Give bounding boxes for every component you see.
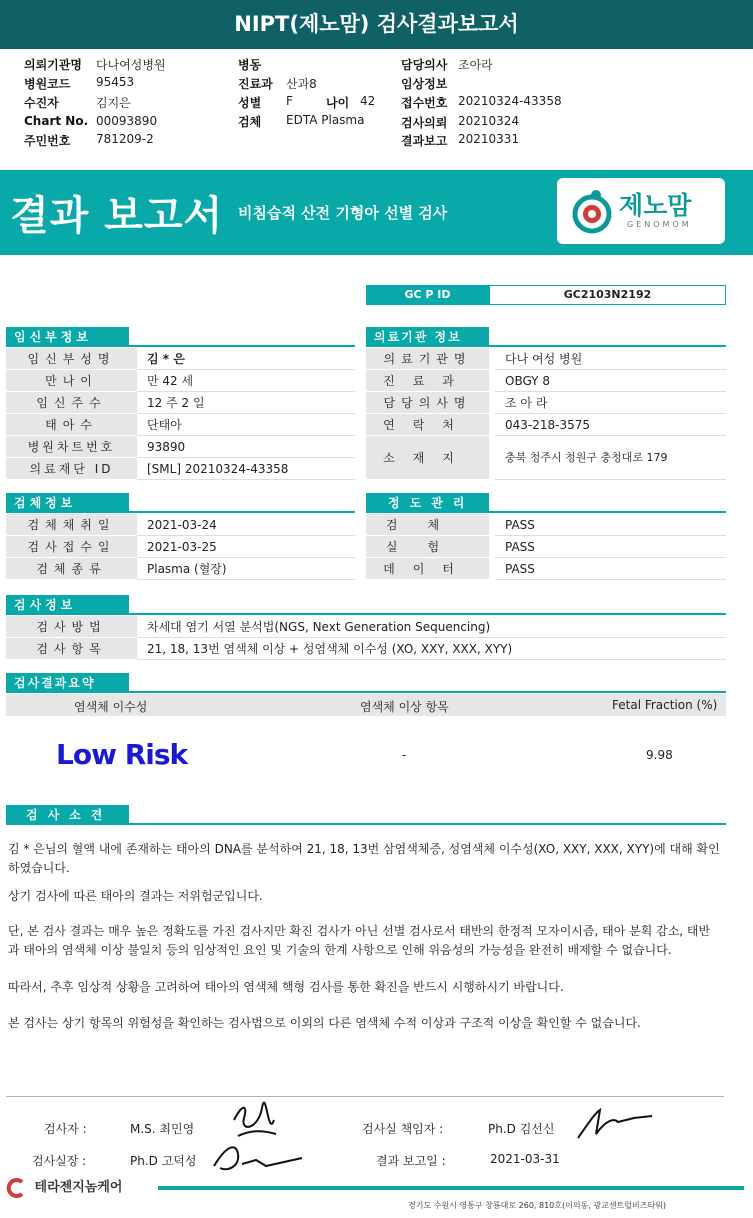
meta-value: 42	[360, 94, 376, 108]
banner-subtitle: 비침습적 산전 기형아 선별 검사	[238, 204, 448, 222]
row-value: OBGY 8	[495, 370, 726, 392]
finding-paragraph: 김 * 은님의 혈액 내에 존재하는 태아의 DNA를 분석하여 21, 18, 13번 삼염색체증, 성염색체 이수성(XO, XXY, XXX, XYY)에 대해 확인하였습니다.	[8, 842, 720, 875]
genomom-mark-icon	[571, 188, 613, 234]
row-value: Plasma (혈장)	[137, 558, 355, 580]
table-row	[366, 436, 726, 480]
row-label: 소재지	[366, 436, 489, 480]
row-value: 단태아	[137, 414, 355, 436]
director-label: 검사실장 :	[32, 1154, 87, 1168]
company-logo	[2, 1176, 122, 1198]
meta-key: Chart No.	[24, 114, 89, 128]
table-row	[6, 458, 355, 480]
col-aneuploidy: 염색체 이수성	[74, 700, 148, 714]
row-label: 검사방법	[6, 616, 137, 638]
table-row	[366, 370, 726, 392]
report-date-label: 결과 보고일 :	[376, 1154, 446, 1168]
row-value: 21, 18, 13번 염색체 이상 + 성염색체 이수성 (XO, XXY, XXX, XYY)	[137, 638, 726, 660]
patient-meta	[0, 56, 753, 152]
meta-value: 781209-2	[96, 132, 154, 146]
row-label: 임신주수	[6, 392, 137, 414]
meta-value: 20210324	[458, 114, 520, 128]
meta-key: 검체	[238, 115, 262, 129]
table-row	[366, 392, 726, 414]
row-value: PASS	[495, 536, 726, 558]
row-value: 충북 청주시 청원구 충청대로 179	[495, 436, 726, 480]
table-row	[6, 638, 726, 660]
meta-key: 수진자	[24, 96, 59, 110]
report-title: NIPT(제노맘) 검사결과보고서	[0, 0, 753, 49]
meta-key: 접수번호	[401, 96, 448, 110]
report-date: 2021-03-31	[490, 1152, 560, 1166]
section-divider	[129, 613, 726, 615]
table-row	[6, 392, 355, 414]
section-divider	[129, 511, 355, 513]
row-label: 의료재단 ID	[6, 458, 137, 480]
row-label: 진료과	[366, 370, 489, 392]
meta-value: 다나여성병원	[96, 58, 166, 72]
section-test-info: 검사정보	[6, 595, 129, 615]
row-value: 김 * 은	[137, 348, 355, 370]
banner-title: 결과 보고서	[10, 193, 224, 239]
row-label: 검체	[366, 514, 489, 536]
director-signature	[206, 1136, 306, 1180]
row-value: 조 아 라	[495, 392, 726, 414]
row-label: 검체채취일	[6, 514, 137, 536]
finding-paragraph: 본 검사는 상기 항목의 위험성을 확인하는 검사법으로 이외의 다른 염색체 수적 이상과 구조적 이상을 확인할 수 없습니다.	[8, 1016, 641, 1030]
section-divider	[489, 511, 726, 513]
meta-key: 주민번호	[24, 134, 71, 148]
result-fetal-fraction: 9.98	[646, 748, 673, 762]
row-label: 임신부성명	[6, 348, 137, 370]
table-row	[366, 536, 726, 558]
meta-value: 김지은	[96, 96, 131, 110]
summary-header	[6, 694, 726, 716]
meta-value: 산과8	[286, 77, 317, 91]
gcp-id-label: GC P ID	[366, 285, 489, 305]
table-row	[6, 616, 726, 638]
row-label: 검사항목	[6, 638, 137, 660]
finding-paragraph: 단, 본 검사 결과는 매우 높은 정확도를 가진 검사지만 확진 검사가 아닌 선별 검사로서 태반의 한정적 모자이시즘, 태아 분획 감소, 태반과 태아의 염색체 이상 불일치 등의 임상적인 요인 및 기술의 한계 사항으로 인해 위음성의 가능성을 완전히 배제할 수 없습니다.	[8, 924, 711, 957]
section-divider	[129, 823, 726, 825]
row-label: 의료기관명	[366, 348, 489, 370]
meta-key: 검사의뢰	[401, 116, 448, 130]
result-abnormal: -	[402, 748, 407, 762]
report-banner	[0, 170, 753, 255]
lab-head-signature	[574, 1104, 654, 1144]
company-address: 경기도 수원시 영통구 창룡대로 260, 810호(이의동, 광교센트럴비즈타워)	[408, 1201, 667, 1210]
meta-value: 00093890	[96, 114, 158, 128]
row-label: 태아수	[6, 414, 137, 436]
row-label: 실험	[366, 536, 489, 558]
row-label: 검체종류	[6, 558, 137, 580]
result-risk: Low Risk	[56, 738, 188, 771]
meta-key: 진료과	[238, 77, 273, 91]
table-row	[6, 348, 355, 370]
row-value: 12 주 2 일	[137, 392, 355, 414]
finding-paragraph: 상기 검사에 따른 태아의 결과는 저위험군입니다.	[8, 889, 263, 903]
row-value: 다나 여성 병원	[495, 348, 726, 370]
row-value: 043-218-3575	[495, 414, 726, 436]
section-findings: 검사소견	[6, 805, 129, 825]
director-name: Ph.D 고덕성	[130, 1154, 197, 1168]
meta-value: 95453	[96, 75, 135, 89]
section-institution-info: 의료기관 정보	[366, 327, 489, 347]
section-specimen-info: 검체정보	[6, 493, 129, 513]
meta-key: 의뢰기관명	[24, 58, 82, 72]
section-divider	[489, 345, 726, 347]
meta-key: 나이	[326, 96, 350, 110]
table-row	[6, 514, 355, 536]
row-value: 만 42 세	[137, 370, 355, 392]
genomom-logo	[557, 178, 725, 244]
lab-head-name: Ph.D 김선신	[488, 1122, 555, 1136]
meta-value: F	[286, 94, 293, 108]
table-row	[6, 558, 355, 580]
row-label: 데이터	[366, 558, 489, 580]
row-label: 만나이	[6, 370, 137, 392]
meta-key: 임상정보	[401, 77, 448, 91]
meta-key: 결과보고	[401, 134, 448, 148]
section-pregnancy-info: 임신부정보	[6, 327, 129, 347]
table-row	[6, 536, 355, 558]
section-quality-control: 정도관리	[366, 493, 489, 513]
meta-key: 성별	[238, 96, 262, 110]
table-row	[366, 348, 726, 370]
row-label: 병원차트번호	[6, 436, 137, 458]
tester-label: 검사자 :	[44, 1122, 87, 1136]
logo-name: 제노맘	[619, 191, 692, 220]
table-row	[6, 436, 355, 458]
tester-name: M.S. 최민영	[130, 1122, 195, 1136]
finding-paragraph: 따라서, 추후 임상적 상황을 고려하여 태아의 염색체 핵형 검사를 통한 확진을 반드시 시행하시기 바랍니다.	[8, 980, 564, 994]
row-label: 연락처	[366, 414, 489, 436]
row-value: 93890	[137, 436, 355, 458]
col-fetal-fraction: Fetal Fraction (%)	[612, 698, 718, 712]
row-label: 검사접수일	[6, 536, 137, 558]
row-value: PASS	[495, 558, 726, 580]
table-row	[6, 414, 355, 436]
row-value: PASS	[495, 514, 726, 536]
signature-divider	[6, 1096, 724, 1097]
row-value: 2021-03-25	[137, 536, 355, 558]
section-divider	[129, 345, 355, 347]
meta-key: 담당의사	[401, 58, 448, 72]
meta-value: 20210324-43358	[458, 94, 562, 108]
row-value: 2021-03-24	[137, 514, 355, 536]
meta-value: 조아라	[458, 58, 493, 72]
meta-value: 20210331	[458, 132, 520, 146]
meta-value: EDTA Plasma	[286, 113, 365, 127]
lab-head-label: 검사실 책임자 :	[362, 1122, 444, 1136]
company-logo-icon	[2, 1178, 30, 1198]
section-result-summary: 검사결과요약	[6, 673, 129, 693]
row-value: 차세대 염기 서열 분석법(NGS, Next Generation Sequencing)	[137, 616, 726, 638]
row-label: 담당의사명	[366, 392, 489, 414]
col-abnormal: 염색체 이상 항목	[360, 700, 449, 714]
table-row	[366, 514, 726, 536]
meta-key: 병동	[238, 58, 262, 72]
table-row	[366, 414, 726, 436]
footer-bar	[158, 1186, 744, 1190]
section-divider	[129, 691, 726, 693]
company-name: 테라젠지놈케어	[34, 1180, 123, 1195]
table-row	[366, 558, 726, 580]
table-row	[6, 370, 355, 392]
gcp-id-value: GC2103N2192	[489, 285, 726, 305]
meta-key: 병원코드	[24, 77, 71, 91]
logo-sub: GENOMOM	[627, 220, 692, 229]
row-value: [SML] 20210324-43358	[137, 458, 355, 480]
